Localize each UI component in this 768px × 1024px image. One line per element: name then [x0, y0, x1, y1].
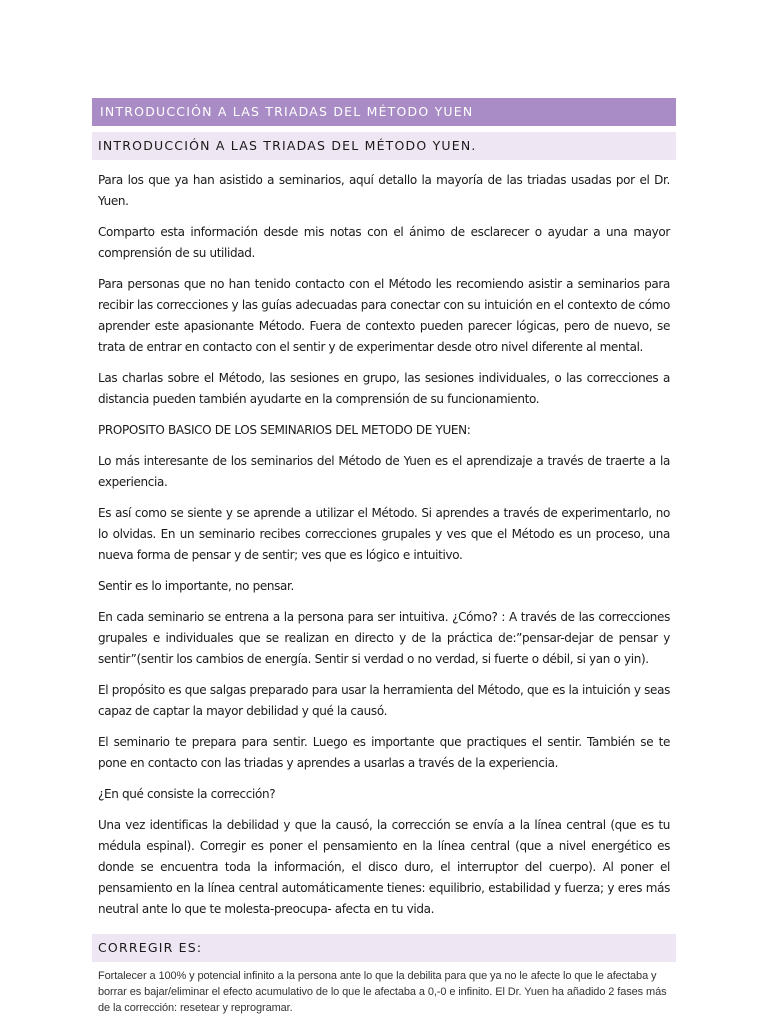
- paragraph: Las charlas sobre el Método, las sesiones en grupo, las sesiones individuales, o las correcciones a distancia pueden también ayudarte en la comprensión de su funcionamiento.: [98, 371, 670, 406]
- paragraph-question: ¿En qué consiste la corrección?: [98, 787, 276, 801]
- section-title: INTRODUCCIÓN A LAS TRIADAS DEL MÉTODO YUEN: [92, 98, 676, 126]
- paragraph: Para los que ya han asistido a seminarios, aquí detallo la mayoría de las triadas usadas por el Dr. Yuen.: [98, 173, 670, 208]
- paragraph: Una vez identificas la debilidad y que la causó, la corrección se envía a la línea central (que es tu médula espinal). Corregir es poner el pensamiento en la línea central (que a nivel energético es donde se encuentra toda la información, el disco duro, el interruptor del cuerpo). Al poner el pensamiento en la línea central automáticamente tienes: equilibrio, estabilidad y fuerza; y eres más neutral ante lo que te molesta-preocupa- afecta en tu vida.: [98, 818, 670, 916]
- corregir-heading: CORREGIR ES:: [92, 934, 676, 962]
- paragraph: Lo más interesante de los seminarios del Método de Yuen es el aprendizaje a través de traerte a la experiencia.: [98, 454, 670, 489]
- paragraph-heading: PROPOSITO BASICO DE LOS SEMINARIOS DEL METODO DE YUEN:: [98, 423, 471, 437]
- paragraph: El propósito es que salgas preparado para usar la herramienta del Método, que es la intuición y seas capaz de captar la mayor debilidad y qué la causó.: [98, 683, 670, 718]
- final-paragraph: Fortalecer a 100% y potencial infinito a la persona ante lo que la debilita para que ya no le afecte lo que le afectaba y borrar es bajar/eliminar el efecto acumulativo de lo que le afectaba a 0,-0 e infinito. El Dr. Yuen ha añadido 2 fases más de la corrección: resetear y reprogramar.: [98, 970, 667, 1014]
- paragraph: En cada seminario se entrena a la persona para ser intuitiva. ¿Cómo? : A través de las correcciones grupales e individuales que se realizan en directo y de la práctica de:”pensar-dejar de pensar y sentir”(sentir los cambios de energía. Sentir si verdad o no verdad, si fuerte o débil, si yan o yin).: [98, 610, 670, 666]
- paragraph: Es así como se siente y se aprende a utilizar el Método. Si aprendes a través de experimentarlo, no lo olvidas. En un seminario recibes correcciones grupales y ves que el Método es un proceso, una nueva forma de pensar y de sentir; ves que es lógico e intuitivo.: [98, 506, 670, 562]
- subsection-title: INTRODUCCIÓN A LAS TRIADAS DEL MÉTODO YUEN.: [92, 132, 676, 160]
- paragraph: Comparto esta información desde mis notas con el ánimo de esclarecer o ayudar a una mayor comprensión de su utilidad.: [98, 225, 670, 260]
- paragraph: Sentir es lo importante, no pensar.: [98, 579, 294, 593]
- paragraph: Para personas que no han tenido contacto con el Método les recomiendo asistir a seminarios para recibir las correcciones y las guías adecuadas para conectar con su intuición en el contexto de cómo aprender este apasionante Método. Fuera de contexto pueden parecer lógicas, pero de nuevo, se trata de entrar en contacto con el sentir y de experimentar desde otro nivel diferente al mental.: [98, 277, 670, 354]
- document-page: [92, 98, 676, 1016]
- paragraph: El seminario te prepara para sentir. Luego es importante que practiques el sentir. También se te pone en contacto con las triadas y aprendes a usarlas a través de la experiencia.: [98, 735, 670, 770]
